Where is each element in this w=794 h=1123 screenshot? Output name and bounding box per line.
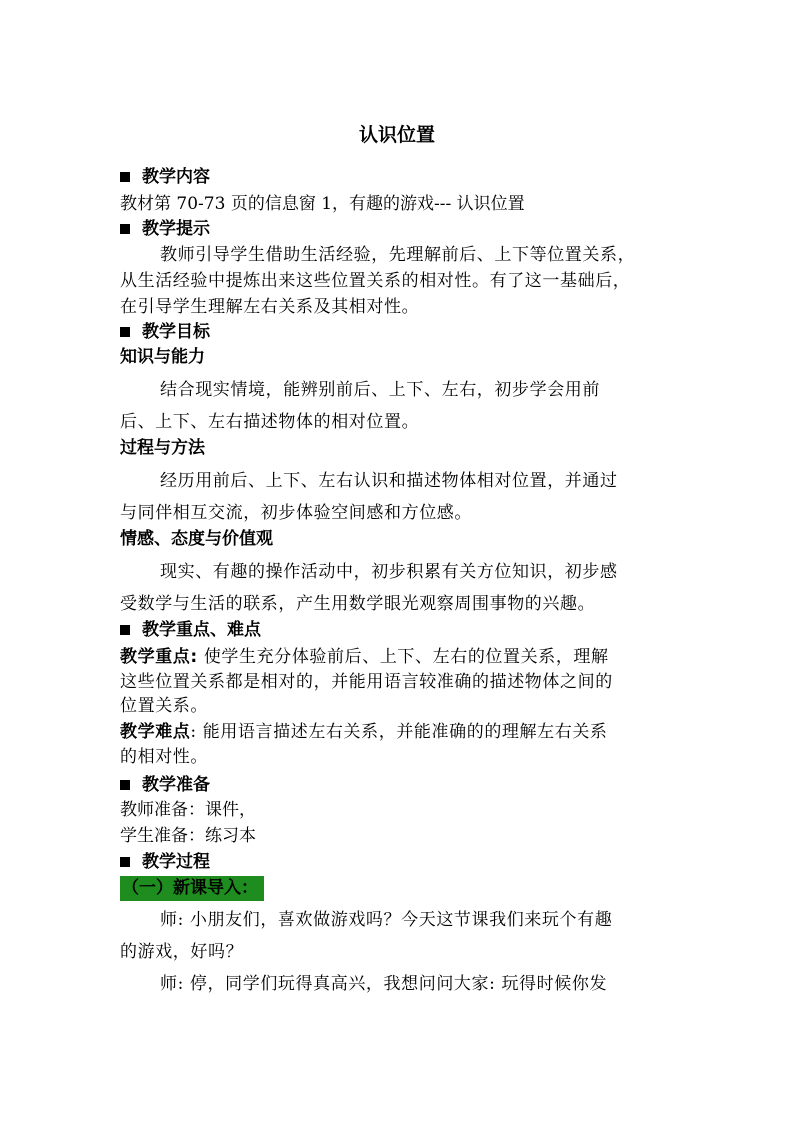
section-hint: 教学提示 xyxy=(120,217,210,241)
goal-line: 与同伴相互交流，初步体验空间感和方位感。 xyxy=(120,503,472,523)
diff-line: 教学难点: 能用语言描述左右关系，并能准确的的理解左右关系 xyxy=(120,722,608,742)
goal-line: 受数学与生活的联系，产生用数学眼光观察周围事物的兴趣。 xyxy=(120,594,596,614)
goal-line: 经历用前后、上下、左右认识和描述物体相对位置，并通过 xyxy=(160,471,618,491)
step1-line: 的游戏，好吗？ xyxy=(120,942,244,962)
goal-subheading: 过程与方法 xyxy=(120,438,205,458)
diff-line: 的相对性。 xyxy=(120,747,208,767)
goal-line: 后、上下、左右描述物体的相对位置。 xyxy=(120,412,420,432)
bullet-icon xyxy=(120,857,130,867)
bullet-icon xyxy=(120,327,130,337)
goal-line: 结合现实情境，能辨别前后、上下、左右，初步学会用前 xyxy=(160,380,600,400)
content-text: 教材第 70-73 页的信息窗 1，有趣的游戏--- 认识位置 xyxy=(120,194,525,214)
goal-subheading: 情感、态度与价值观 xyxy=(120,529,273,549)
hint-line: 在引导学生理解左右关系及其相对性。 xyxy=(120,297,420,317)
goal-subheading: 知识与能力 xyxy=(120,347,205,367)
key-line: 位置关系。 xyxy=(120,696,208,716)
key-line: 这些位置关系都是相对的，并能用语言较准确的描述物体之间的 xyxy=(120,672,613,692)
bullet-icon xyxy=(120,625,130,635)
prep-line: 教师准备：课件， xyxy=(120,800,256,820)
bullet-icon xyxy=(120,224,130,234)
step1-label: （一）新课导入： xyxy=(120,876,264,901)
section-content: 教学内容 xyxy=(120,165,210,189)
bullet-icon xyxy=(120,780,130,790)
step1-line: 师: 停，同学们玩得真高兴，我想问问大家: 玩得时候你发 xyxy=(160,974,608,994)
section-key: 教学重点、难点 xyxy=(120,618,261,642)
section-goal: 教学目标 xyxy=(120,320,210,344)
goal-line: 现实、有趣的操作活动中，初步积累有关方位知识，初步感 xyxy=(160,562,618,582)
prep-line: 学生准备：练习本 xyxy=(120,826,256,846)
section-prep: 教学准备 xyxy=(120,773,210,797)
hint-line: 教师引导学生借助生活经验，先理解前后、上下等位置关系， xyxy=(160,245,636,265)
bullet-icon xyxy=(120,172,130,182)
page-title: 认识位置 xyxy=(358,124,435,146)
step1-line: 师: 小朋友们，喜欢做游戏吗？今天这节课我们来玩个有趣 xyxy=(160,910,613,930)
section-process: 教学过程 xyxy=(120,850,210,874)
key-line: 教学重点: 使学生充分体验前后、上下、左右的位置关系，理解 xyxy=(120,647,609,667)
hint-line: 从生活经验中提炼出来这些位置关系的相对性。有了这一基础后， xyxy=(120,271,631,291)
